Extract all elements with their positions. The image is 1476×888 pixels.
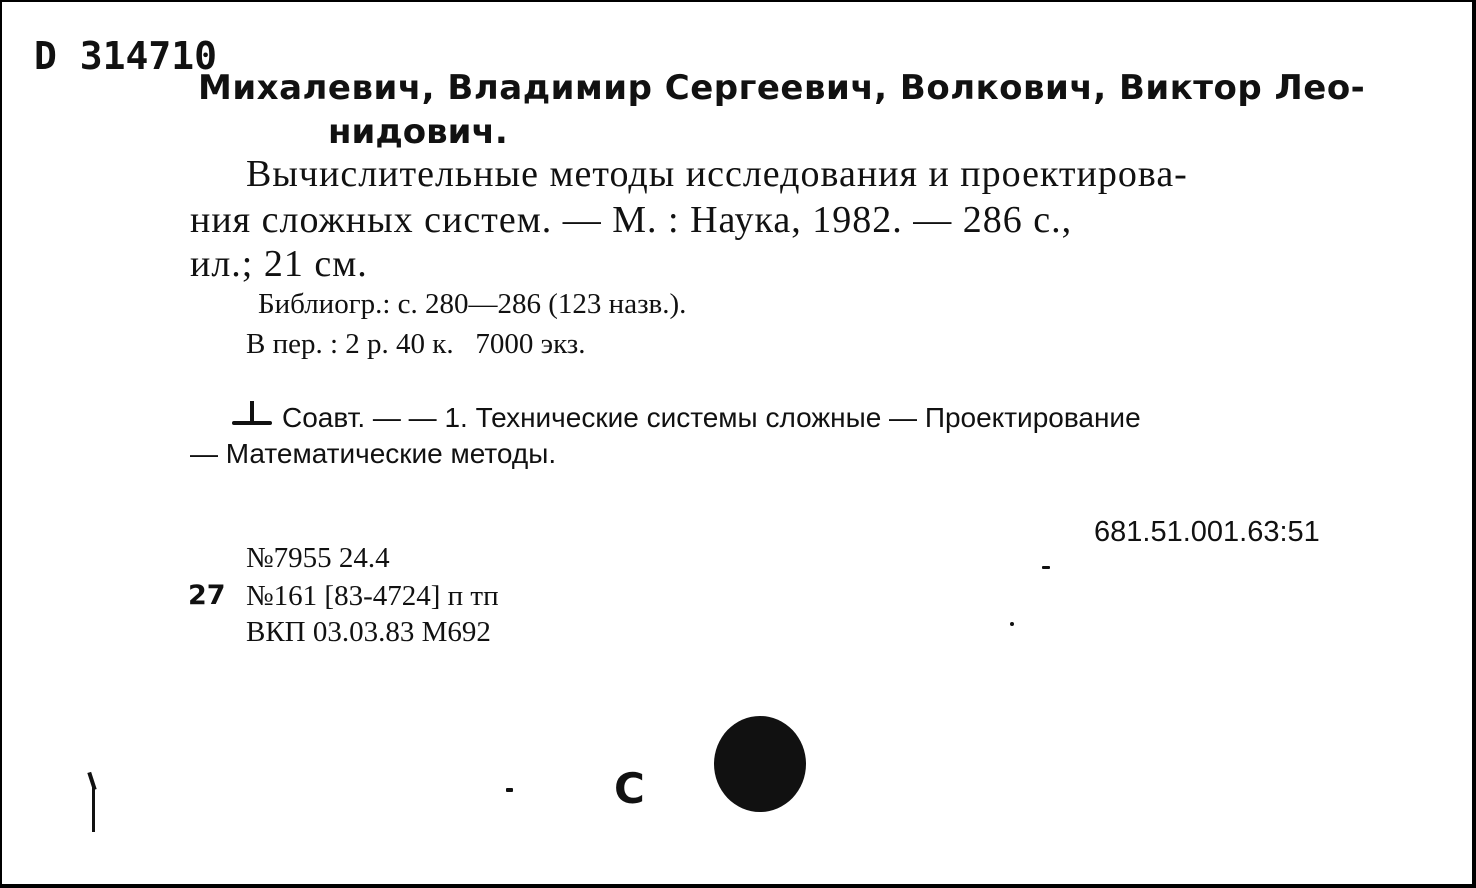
- udc-number: 681.51.001.63:51: [1094, 516, 1320, 548]
- tracings-line1: Соавт. — — 1. Технические системы сложные — Проектирование: [282, 402, 1141, 433]
- author-heading-line1: Михалевич, Владимир Сергеевич, Волкович, Виктор Лео-: [198, 68, 1366, 108]
- underline-mark: [232, 397, 272, 427]
- footer-line2: №161 [83-4724] п тп: [246, 580, 499, 612]
- accession-number: D 314710: [34, 34, 218, 78]
- catalog-card: [2, 2, 1474, 884]
- footer-line3: ВКП 03.03.83 М692: [246, 616, 491, 648]
- bottom-letter: С: [614, 764, 645, 813]
- tracings-line2: — Математические методы.: [190, 438, 557, 469]
- title-line3: ил.; 21 см.: [190, 243, 368, 285]
- pencil-mark: [88, 772, 98, 834]
- bibliography-note: Библиогр.: с. 280—286 (123 назв.).: [258, 288, 687, 320]
- title-line1: Вычислительные методы исследования и проектирова-: [246, 153, 1188, 195]
- punch-hole: [714, 716, 806, 812]
- author-heading-line2: нидович.: [328, 112, 508, 152]
- title-line2: ния сложных систем. — М. : Наука, 1982. — 286 с.,: [190, 199, 1073, 241]
- footer-prefix: 27: [188, 580, 226, 611]
- speck: [1042, 566, 1050, 569]
- speck: [506, 788, 513, 792]
- speck: [1010, 622, 1014, 626]
- footer-number: №7955 24.4: [246, 542, 390, 574]
- price-note: В пер. : 2 р. 40 к. 7000 экз.: [246, 328, 586, 360]
